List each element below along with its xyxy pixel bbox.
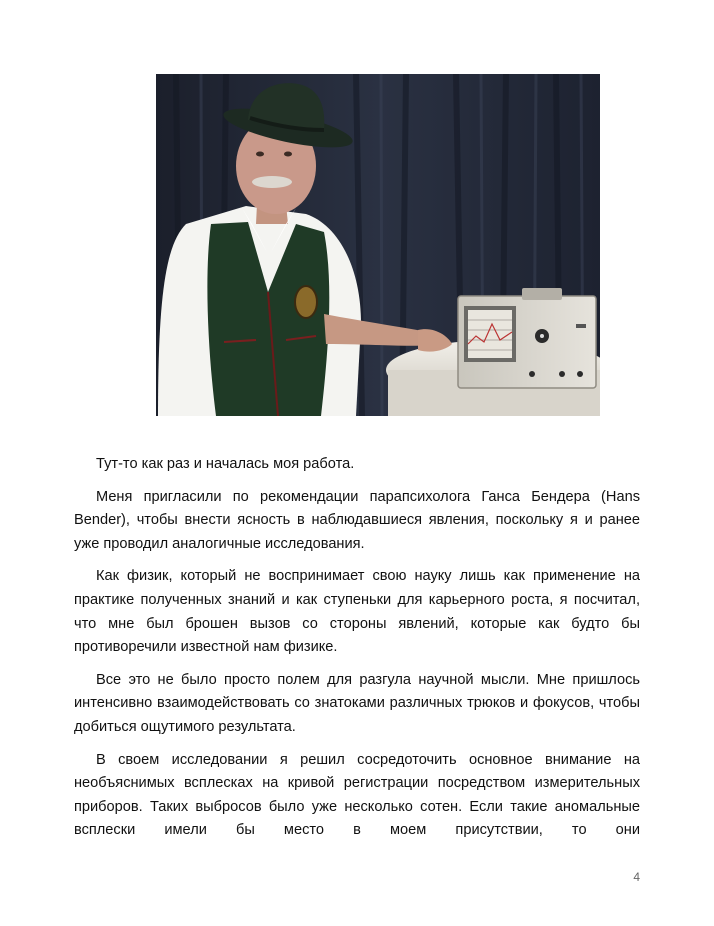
page-number: 4 (633, 870, 640, 884)
paragraph-4: Все это не было просто полем для разгула научной мысли. Мне пришлось интенсивно взаимодействовать со знатоками различных трюков и фокусов, чтобы добиться ощутимого результата. (74, 671, 640, 735)
paragraph-5: В своем исследовании я решил сосредоточить основное внимание на необъяснимых всплесках на кривой регистрации посредством измерительных приборов. Таких выбросов было уже несколько сотен. Если такие аномальные всплески имели бы место в моем присутствии, то они (74, 751, 640, 839)
photo-man-with-chart-recorder (156, 74, 600, 416)
paragraph-1: Тут-то как раз и началась моя работа. (96, 456, 355, 472)
paragraph-2: Меня пригласили по рекомендации парапсихолога Ганса Бендера (Hans Bender), чтобы внести ясность в наблюдавшиеся явления, поскольку я и ранее уже проводил аналогичные исследования. (74, 488, 640, 552)
paragraph-3: Как физик, который не воспринимает свою науку лишь как применение на практике полученных знаний и как ступеньки для карьерного роста, я посчитал, что мне был брошен вызов со стороны явлений, которые как будто бы противоречили известной нам физике. (74, 568, 640, 656)
body-text (74, 453, 640, 852)
